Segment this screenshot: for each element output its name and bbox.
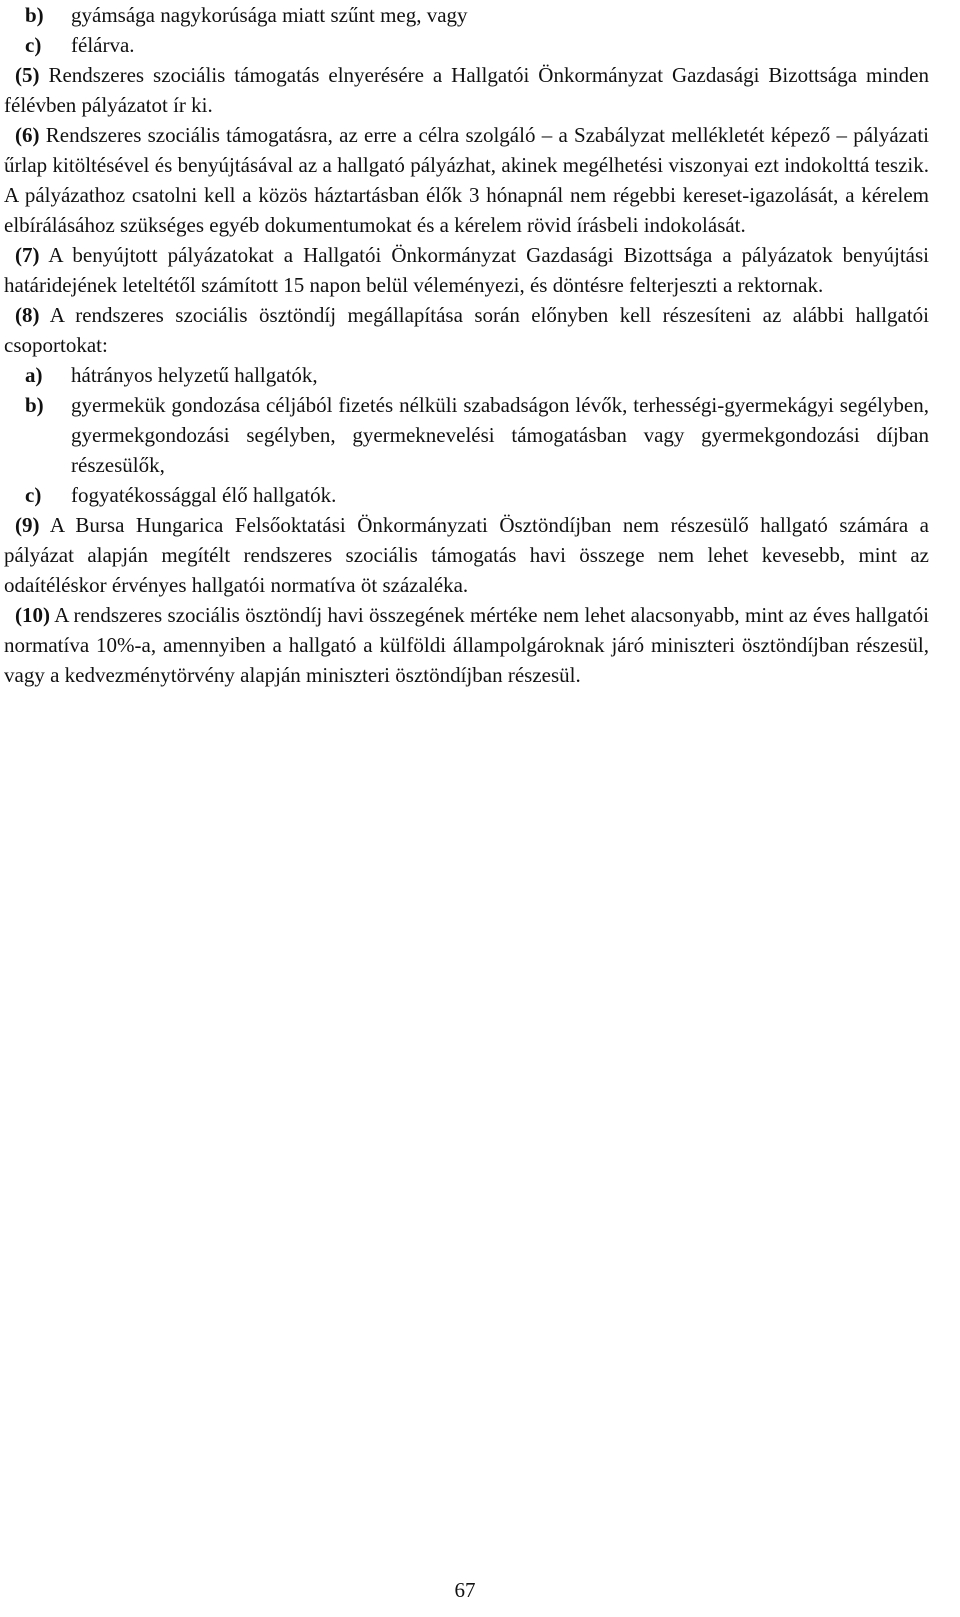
paragraph-text: A Bursa Hungarica Felsőoktatási Önkormányzati Ösztöndíjban nem részesülő hallgató számára a pályázat alapján megítélt rendszeres szociális támogatás havi összege nem lehet kevesebb, mint az odaítéléskor érvényes hallgatói normatíva öt százaléka. [4,513,930,597]
paragraph-8 [4,300,929,360]
list-item-label: b) [25,393,44,417]
list-item-c-top [4,30,929,60]
paragraph-text: A rendszeres szociális ösztöndíj megállapítása során előnyben kell részesíteni az alábbi hallgatói csoportokat: [4,303,929,357]
list-item-text: fogyatékossággal élő hallgatók. [71,483,337,507]
list-item-a [4,360,929,390]
list-item-text: gyámsága nagykorúsága miatt szűnt meg, vagy [71,3,468,27]
list-item-label: a) [25,363,43,387]
list-item-text: félárva. [71,33,135,57]
list-item-b [4,390,929,480]
list-item-label: b) [25,3,44,27]
paragraph-number: (8) [15,303,40,327]
paragraph-7 [4,240,929,300]
list-item-label: c) [25,33,42,57]
paragraph-9 [4,510,929,600]
list-item-b-top [4,0,929,30]
paragraph-text: A rendszeres szociális ösztöndíj havi összegének mértéke nem lehet alacsonyabb, mint az éves hallgatói normatíva 10%-a, amennyiben a hallgató a külföldi állampolgároknak járó miniszteri ösztöndíjban részesül, vagy a kedvezménytörvény alapján miniszteri ösztöndíjban részesül. [4,603,930,687]
paragraph-number: (7) [15,243,40,267]
page-number: 67 [454,1578,476,1602]
paragraph-6 [4,120,929,240]
paragraph-5 [4,60,929,120]
document-body [4,0,929,690]
paragraph-number: (9) [15,513,40,537]
paragraph-text: A benyújtott pályázatokat a Hallgatói Önkormányzat Gazdasági Bizottsága a pályázatok benyújtási határidejének leteltétől számított 15 napon belül véleményezi, és döntésre felterjeszti a rektornak. [4,243,929,297]
list-item-text: gyermekük gondozása céljából fizetés nélküli szabadságon lévők, terhességi-gyermekágyi segélyben, gyermekgondozási segélyben, gyermeknevelési támogatásban vagy gyermekgondozási díjban részesülők, [71,393,929,477]
list-item-label: c) [25,483,42,507]
paragraph-text: Rendszeres szociális támogatásra, az erre a célra szolgáló – a Szabályzat mellékletét képező – pályázati űrlap kitöltésével és benyújtásával az a hallgató pályázhat, akinek megélhetési viszonyai ezt indokolttá teszik. A pályázathoz csatolni kell a közös háztartásban élők 3 hónapnál nem régebbi kereset-igazolását, a kérelem elbírálásához szükséges egyéb dokumentumokat és a kérelem rövid írásbeli indokolását. [4,123,929,237]
paragraph-number: (5) [15,63,40,87]
list-item-text: hátrányos helyzetű hallgatók, [71,363,318,387]
paragraph-text: Rendszeres szociális támogatás elnyerésére a Hallgatói Önkormányzat Gazdasági Bizottsága minden félévben pályázatot ír ki. [4,63,929,117]
list-item-c [4,480,929,510]
paragraph-10 [4,600,929,690]
paragraph-number: (6) [15,123,40,147]
paragraph-number: (10) [15,603,50,627]
